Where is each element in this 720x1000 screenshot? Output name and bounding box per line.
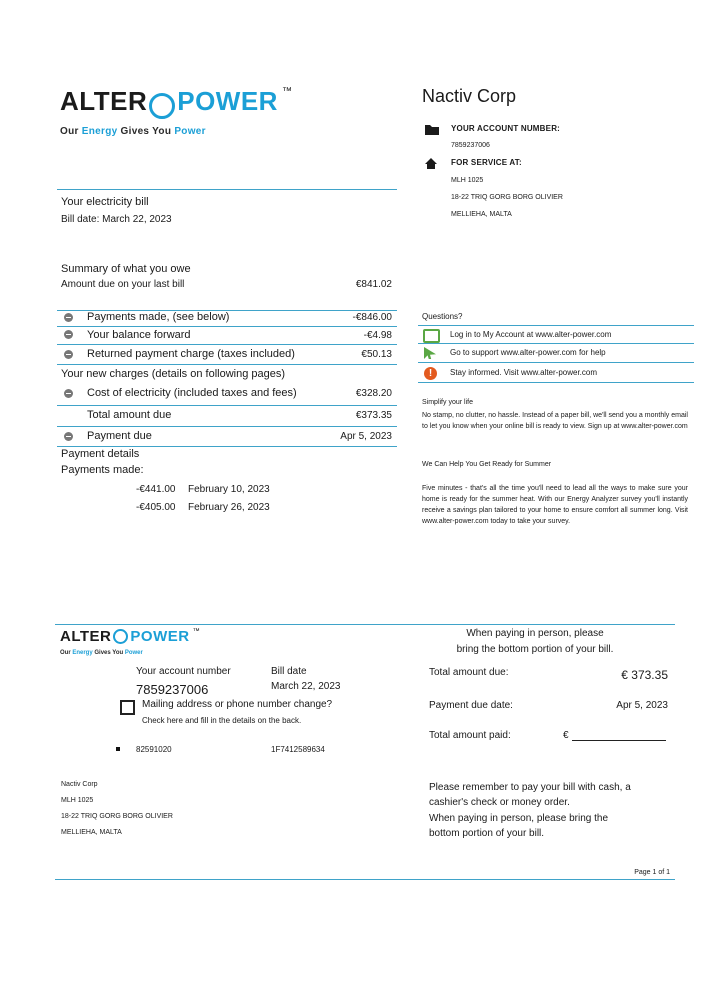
stub-logo <box>60 628 200 646</box>
minus-circle-icon <box>64 330 73 339</box>
payment-amount: -€441.00 <box>136 484 176 495</box>
divider <box>57 364 397 365</box>
stub-remember-2: cashier's check or money order. <box>429 797 570 808</box>
tagline-part: Energy <box>81 126 118 137</box>
question-item[interactable]: Log in to My Account at www.alter-power.com <box>450 330 612 339</box>
tagline-part: Our <box>60 126 82 137</box>
logo-text-alter: ALTER <box>60 86 148 116</box>
stub-tagline <box>60 650 143 656</box>
minus-circle-icon <box>64 313 73 322</box>
divider <box>418 382 694 383</box>
divider <box>57 326 397 327</box>
stub-addr2: 18-22 TRIQ GORG BORG OLIVIER <box>61 813 173 820</box>
summary-row-label: Returned payment charge (taxes included) <box>87 348 295 360</box>
payment-date: February 10, 2023 <box>188 484 270 495</box>
bill-date: Bill date: March 22, 2023 <box>61 214 172 225</box>
divider <box>57 189 397 190</box>
tagline-part: Gives You <box>92 650 125 656</box>
mailing-change-note: Check here and fill in the details on the back. <box>142 716 302 725</box>
divider <box>57 344 397 345</box>
tagline-part: Gives You <box>117 126 175 137</box>
stub-paid-input[interactable] <box>572 740 666 741</box>
power-icon <box>113 629 128 644</box>
stub-addr3: MELLIEHA, MALTA <box>61 829 122 836</box>
house-icon <box>424 157 438 170</box>
service-address-line3: MELLIEHA, MALTA <box>451 211 512 218</box>
page-number: Page 1 of 1 <box>634 869 670 876</box>
plus-circle-icon <box>64 350 73 359</box>
service-address-line2: 18-22 TRIQ GORG BORG OLIVIER <box>451 194 563 201</box>
stub-remember-4: bottom portion of your bill. <box>429 828 545 839</box>
promo-simplify-body: No stamp, no clutter, no hassle. Instead of a paper bill, we'll send you a monthly email to let you know when your online bill is ready to view. Sign up at www.alter-power.com <box>422 412 688 430</box>
divider <box>418 362 694 363</box>
stub-bill-date: March 22, 2023 <box>271 681 341 692</box>
stub-total-due-label: Total amount due: <box>429 667 509 678</box>
service-address-label: FOR SERVICE AT: <box>451 158 522 167</box>
stub-code2: 1F7412589634 <box>271 745 325 754</box>
brand-tagline <box>60 126 206 137</box>
summary-row-label: Payments made, (see below) <box>87 311 230 323</box>
summary-row-label: Your balance forward <box>87 329 191 341</box>
promo-summer-title: We Can Help You Get Ready for Summer <box>422 461 552 468</box>
stub-due-date-label: Payment due date: <box>429 700 513 711</box>
stub-code1: 82591020 <box>136 745 172 754</box>
logo-text-power: POWER <box>130 628 190 645</box>
tagline-part: Power <box>124 650 143 656</box>
promo-simplify-title: Simplify your life <box>422 399 473 406</box>
service-address-line1: MLH 1025 <box>451 177 484 184</box>
stub-inperson-2: bring the bottom portion of your bill. <box>456 644 614 655</box>
stub-remember-3: When paying in person, please bring the <box>429 813 609 824</box>
payments-made-heading: Payments made: <box>61 464 144 476</box>
summary-heading: Summary of what you owe <box>61 263 191 275</box>
bullet-dot <box>116 747 120 751</box>
stub-paid-prefix: € <box>563 730 569 741</box>
question-item[interactable]: Stay informed. Visit www.alter-power.com <box>450 368 598 377</box>
stub-total-due-value: € 373.35 <box>621 668 668 682</box>
total-due-value: €373.35 <box>355 410 392 421</box>
stub-paid-label: Total amount paid: <box>429 730 511 741</box>
tagline-part: Power <box>174 126 206 137</box>
total-due-label: Total amount due <box>87 409 172 421</box>
chat-icon <box>423 329 440 343</box>
stub-account-number: 7859237006 <box>136 682 209 697</box>
divider <box>57 405 397 406</box>
stub-bill-date-label: Bill date <box>271 666 307 677</box>
summary-row-value: €50.13 <box>361 349 392 360</box>
questions-heading: Questions? <box>422 312 463 321</box>
stub-account-label: Your account number <box>136 666 231 677</box>
cursor-icon <box>424 347 436 359</box>
divider <box>418 343 694 344</box>
payment-due-label: Payment due <box>87 430 152 442</box>
summary-row-value: -€4.98 <box>363 330 392 341</box>
payment-details-heading: Payment details <box>61 448 140 460</box>
account-number-label: YOUR ACCOUNT NUMBER: <box>451 124 561 133</box>
cost-value: €328.20 <box>355 388 392 399</box>
payment-amount: -€405.00 <box>136 502 176 513</box>
stub-customer-name: Nactiv Corp <box>61 781 98 788</box>
divider <box>55 879 675 880</box>
customer-name: Nactiv Corp <box>422 86 517 106</box>
summary-row-value: -€846.00 <box>352 312 392 323</box>
mailing-change-label: Mailing address or phone number change? <box>142 699 333 710</box>
payment-due-value: Apr 5, 2023 <box>340 431 392 442</box>
account-number: 7859237006 <box>451 142 490 149</box>
new-charges-label: Your new charges (details on following pages) <box>61 368 286 380</box>
bill-title: Your electricity bill <box>61 196 149 208</box>
question-item[interactable]: Go to support www.alter-power.com for help <box>450 348 606 357</box>
promo-summer-body: Five minutes - that's all the time you'll need to lead all the ways to make sure your home is ready for the summer heat. With our Energy Analyzer survey you'll instantly receive a savings plan tailored to your home to ensure comfort all summer long. Visit www.alter-power.com today to take your survey. <box>422 485 688 525</box>
stub-inperson-1: When paying in person, please <box>466 628 604 639</box>
logo-text-alter: ALTER <box>60 628 112 645</box>
logo-text-power: POWER <box>177 86 278 116</box>
stub-addr1: MLH 1025 <box>61 797 94 804</box>
divider <box>57 426 397 427</box>
mailing-change-checkbox[interactable] <box>120 700 135 715</box>
divider <box>418 325 694 326</box>
trademark: ™ <box>281 86 292 97</box>
divider <box>57 446 397 447</box>
last-bill-value: €841.02 <box>355 279 392 290</box>
plus-circle-icon <box>64 389 73 398</box>
tagline-part: Energy <box>72 650 93 656</box>
minus-circle-icon <box>64 432 73 441</box>
stub-remember-1: Please remember to pay your bill with cash, a <box>429 782 631 793</box>
tagline-part: Our <box>60 650 73 656</box>
brand-logo <box>60 86 292 120</box>
trademark: ™ <box>192 628 200 635</box>
stub-due-date-value: Apr 5, 2023 <box>616 700 668 711</box>
cost-label: Cost of electricity (included taxes and fees) <box>87 387 297 399</box>
payment-date: February 26, 2023 <box>188 502 270 513</box>
last-bill-label: Amount due on your last bill <box>61 279 185 290</box>
divider <box>55 624 675 625</box>
folder-icon <box>424 123 440 136</box>
power-icon <box>149 93 175 119</box>
alert-icon: ! <box>424 367 437 380</box>
